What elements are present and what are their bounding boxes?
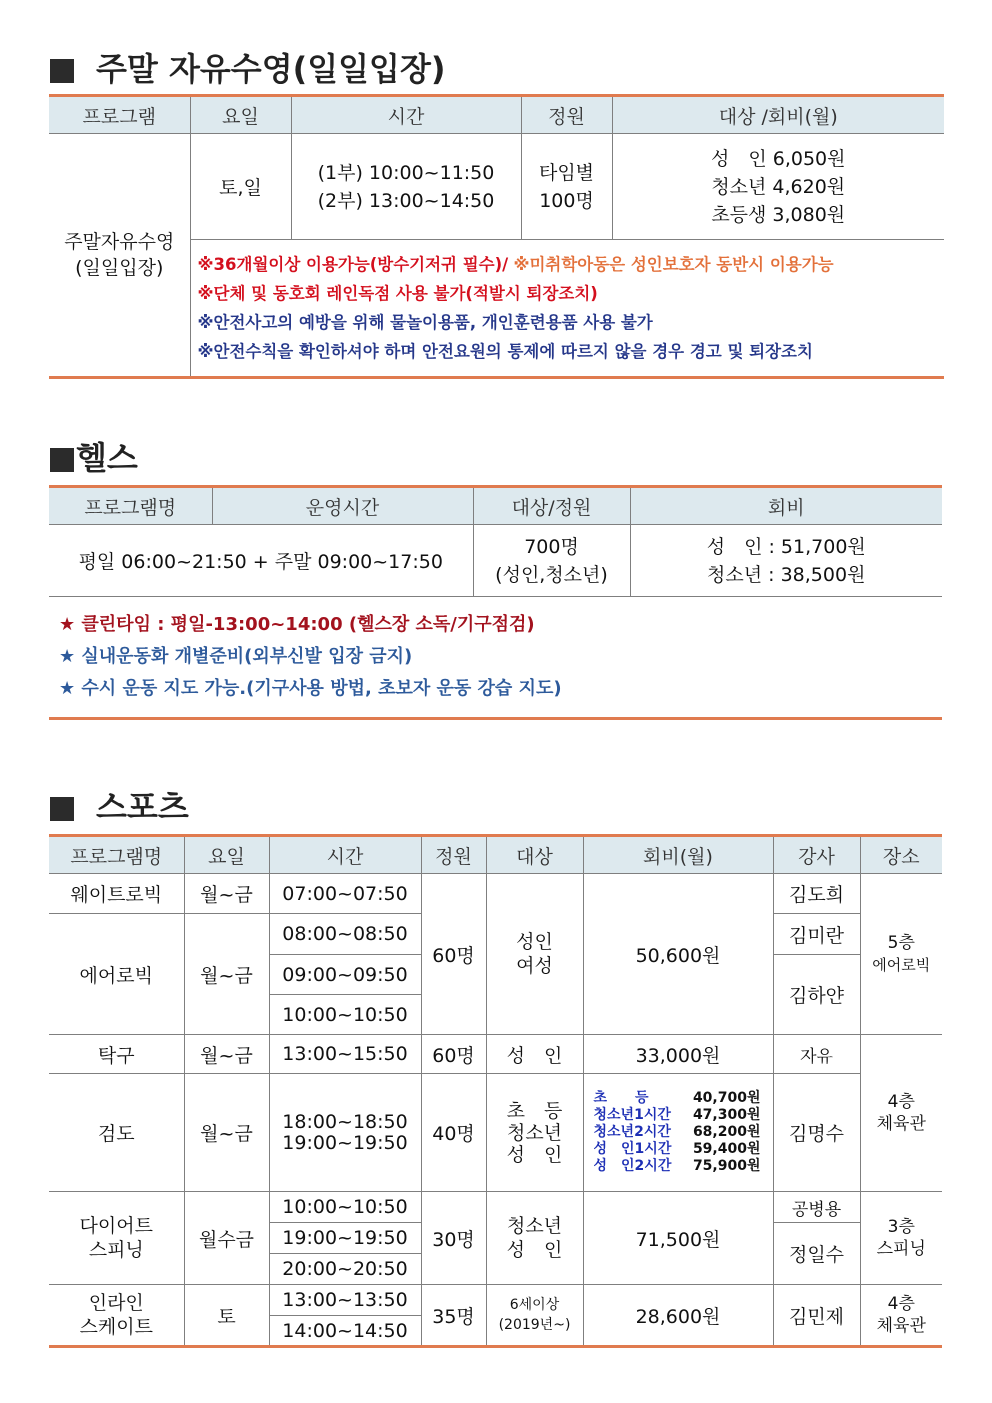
tabletennis-time: 13:00~15:50 xyxy=(269,1035,421,1074)
kendo-fee-row: 청소년2시간 68,200원 xyxy=(593,1124,761,1140)
sports-header-fee: 회비(월) xyxy=(583,836,773,874)
sports-header-capacity: 정원 xyxy=(421,836,486,874)
sports-header-target: 대상 xyxy=(486,836,583,874)
kendo-capacity: 40명 xyxy=(421,1074,486,1192)
diet-name xyxy=(49,1192,184,1285)
square-bullet-icon xyxy=(50,59,74,83)
diet-target-line2: 성 인 xyxy=(506,1239,563,1261)
weight-aerobic-day: 월~금 xyxy=(184,874,269,914)
diet-time-1: 10:00~10:50 xyxy=(269,1192,421,1223)
inline-name xyxy=(49,1285,184,1347)
inline-day: 토 xyxy=(184,1285,269,1347)
kendo-fee-row: 성 인1시간 59,400원 xyxy=(593,1141,761,1157)
swim-title: 주말 자유수영(일일입장) xyxy=(96,50,446,88)
swim-fee-adult: 성 인 6,050원 xyxy=(711,147,846,170)
inline-instructor: 김민제 xyxy=(773,1285,860,1347)
diet-instructor-1: 공병용 xyxy=(773,1192,860,1223)
sports-header-instructor: 강사 xyxy=(773,836,860,874)
sports-table xyxy=(49,834,942,1348)
swim-header-fee: 대상 /회비(월) xyxy=(612,96,944,134)
aerobic-place-room: 에어로빅 xyxy=(872,956,931,974)
aerobic-target-line1: 성인 xyxy=(516,931,553,953)
sports-header-time: 시간 xyxy=(269,836,421,874)
tabletennis-fee: 33,000원 xyxy=(583,1035,773,1074)
tabletennis-instructor: 자유 xyxy=(773,1035,860,1074)
swim-note-4: ※안전수칙을 확인하셔야 하며 안전요원의 통제에 따르지 않을 경우 경고 및 퇴장조치 xyxy=(197,342,813,361)
health-header-program: 프로그램명 xyxy=(49,487,212,525)
health-note-2: ★ 실내운동화 개별준비(외부신발 입장 금지) xyxy=(59,646,413,667)
tabletennis-name: 탁구 xyxy=(49,1035,184,1074)
health-header-capacity: 대상/정원 xyxy=(473,487,630,525)
aerobic-instructor-1: 김미란 xyxy=(773,914,860,955)
swim-header-time: 시간 xyxy=(291,96,521,134)
swim-note-1: ※36개월이상 이용가능(방수기저귀 필수)/ ※미취학아동은 성인보호자 동반시 이용가능 xyxy=(197,255,834,274)
kendo-instructor: 김명수 xyxy=(773,1074,860,1192)
swim-capacity-line2: 100명 xyxy=(539,189,594,212)
health-fee-adult: 성 인 : 51,700원 xyxy=(706,535,866,558)
kendo-target xyxy=(486,1074,583,1192)
weight-aerobic-name: 웨이트로빅 xyxy=(49,874,184,914)
diet-fee: 71,500원 xyxy=(583,1192,773,1285)
health-notes xyxy=(49,597,942,719)
inline-name-line2: 스케이트 xyxy=(79,1316,153,1338)
weight-aerobic-instructor: 김도희 xyxy=(773,874,860,914)
swim-fee-child: 초등생 3,080원 xyxy=(711,203,846,226)
kendo-name: 검도 xyxy=(49,1074,184,1192)
aerobic-instructor-2: 김하얀 xyxy=(773,955,860,1035)
sports-header-program: 프로그램명 xyxy=(49,836,184,874)
diet-place-room: 스피닝 xyxy=(876,1239,926,1259)
swim-days: 토,일 xyxy=(190,134,291,240)
kendo-place-floor: 4층 xyxy=(887,1092,915,1112)
inline-place xyxy=(860,1285,942,1347)
aerobic-day: 월~금 xyxy=(184,914,269,1035)
diet-place-floor: 3층 xyxy=(887,1217,915,1237)
section-title-swim xyxy=(50,44,446,90)
swim-header-day: 요일 xyxy=(190,96,291,134)
diet-time-3: 20:00~20:50 xyxy=(269,1254,421,1285)
health-header-hours: 운영시간 xyxy=(212,487,473,525)
swim-capacity-line1: 타임별 xyxy=(538,161,595,184)
aerobic-fee: 50,600원 xyxy=(583,874,773,1035)
swim-notes xyxy=(190,240,944,378)
health-title: 헬스 xyxy=(76,439,138,477)
inline-target xyxy=(486,1285,583,1347)
swim-capacity xyxy=(521,134,612,240)
aerobic-time-2: 09:00~09:50 xyxy=(269,955,421,995)
swim-table xyxy=(49,94,944,379)
health-capacity-line2: (성인,청소년) xyxy=(495,563,608,586)
kendo-time-2: 19:00~19:50 xyxy=(282,1131,408,1154)
square-bullet-icon xyxy=(50,448,74,472)
kendo-time-1: 18:00~18:50 xyxy=(282,1110,408,1133)
kendo-fee-row: 초 등 40,700원 xyxy=(593,1090,761,1106)
diet-time-2: 19:00~19:50 xyxy=(269,1223,421,1254)
swim-program-line1: 주말자유수영 xyxy=(64,231,175,253)
swim-header-program: 프로그램 xyxy=(49,96,190,134)
inline-name-line1: 인라인 xyxy=(88,1292,144,1314)
diet-name-line1: 다이어트 xyxy=(79,1215,153,1237)
sports-header-day: 요일 xyxy=(184,836,269,874)
kendo-fee-row: 성 인2시간 75,900원 xyxy=(593,1158,761,1174)
health-fee-youth: 청소년 : 38,500원 xyxy=(707,563,866,586)
aerobic-target xyxy=(486,874,583,1035)
inline-place-floor: 4층 xyxy=(887,1294,915,1314)
inline-fee: 28,600원 xyxy=(583,1285,773,1347)
section-title-health xyxy=(50,433,138,479)
diet-target xyxy=(486,1192,583,1285)
kendo-times xyxy=(269,1074,421,1192)
health-capacity-line1: 700명 xyxy=(524,535,579,558)
swim-program-line2: (일일입장) xyxy=(75,257,164,279)
aerobic-time-1: 08:00~08:50 xyxy=(269,914,421,955)
health-table xyxy=(49,485,942,720)
kendo-place xyxy=(860,1035,942,1192)
aerobic-target-line2: 여성 xyxy=(516,955,553,977)
aerobic-place xyxy=(860,874,942,1035)
diet-day: 월수금 xyxy=(184,1192,269,1285)
diet-name-line2: 스피닝 xyxy=(88,1239,144,1261)
kendo-place-room: 체육관 xyxy=(876,1114,926,1134)
tabletennis-capacity: 60명 xyxy=(421,1035,486,1074)
kendo-fee-row: 청소년1시간 47,300원 xyxy=(593,1107,761,1123)
kendo-target-line1: 초 등 xyxy=(506,1099,563,1122)
health-note-3: ★ 수시 운동 지도 가능.(기구사용 방법, 초보자 운동 강습 지도) xyxy=(59,678,562,699)
swim-time-2: (2부) 13:00~14:50 xyxy=(317,189,495,212)
health-note-1: ★ 클린타임 : 평일-13:00~14:00 (헬스장 소독/기구점검) xyxy=(59,614,535,635)
swim-header-capacity: 정원 xyxy=(521,96,612,134)
swim-note-3: ※안전사고의 예방을 위해 물놀이용품, 개인훈련용품 사용 불가 xyxy=(197,313,653,332)
kendo-fees xyxy=(583,1074,773,1192)
weight-aerobic-time: 07:00~07:50 xyxy=(269,874,421,914)
health-fees xyxy=(630,525,942,597)
swim-time-1: (1부) 10:00~11:50 xyxy=(317,161,495,184)
inline-time-1: 13:00~13:50 xyxy=(269,1285,421,1316)
diet-target-line1: 청소년 xyxy=(506,1215,563,1237)
aerobic-time-3: 10:00~10:50 xyxy=(269,995,421,1035)
sports-title: 스포츠 xyxy=(96,788,189,826)
square-bullet-icon xyxy=(50,797,74,821)
inline-target-line2: (2019년~) xyxy=(498,1317,571,1333)
tabletennis-day: 월~금 xyxy=(184,1035,269,1074)
diet-instructor-2: 정일수 xyxy=(773,1223,860,1285)
swim-note-2: ※단체 및 동호회 레인독점 사용 불가(적발시 퇴장조치) xyxy=(197,284,598,303)
sports-header-place: 장소 xyxy=(860,836,942,874)
aerobic-name: 에어로빅 xyxy=(49,914,184,1035)
kendo-day: 월~금 xyxy=(184,1074,269,1192)
inline-capacity: 35명 xyxy=(421,1285,486,1347)
swim-times xyxy=(291,134,521,240)
health-hours: 평일 06:00~21:50 + 주말 09:00~17:50 xyxy=(49,525,473,597)
inline-time-2: 14:00~14:50 xyxy=(269,1316,421,1347)
kendo-target-line3: 성 인 xyxy=(506,1143,563,1166)
kendo-target-line2: 청소년 xyxy=(506,1121,563,1144)
aerobic-capacity: 60명 xyxy=(421,874,486,1035)
inline-target-line1: 6세이상 xyxy=(509,1297,560,1313)
section-title-sports xyxy=(50,782,189,828)
swim-fees xyxy=(612,134,944,240)
swim-program xyxy=(49,134,190,378)
diet-place xyxy=(860,1192,942,1285)
aerobic-place-floor: 5층 xyxy=(887,933,915,953)
inline-place-room: 체육관 xyxy=(876,1316,926,1336)
diet-capacity: 30명 xyxy=(421,1192,486,1285)
health-header-fee: 회비 xyxy=(630,487,942,525)
health-capacity xyxy=(473,525,630,597)
swim-fee-youth: 청소년 4,620원 xyxy=(711,175,846,198)
tabletennis-target: 성 인 xyxy=(486,1035,583,1074)
